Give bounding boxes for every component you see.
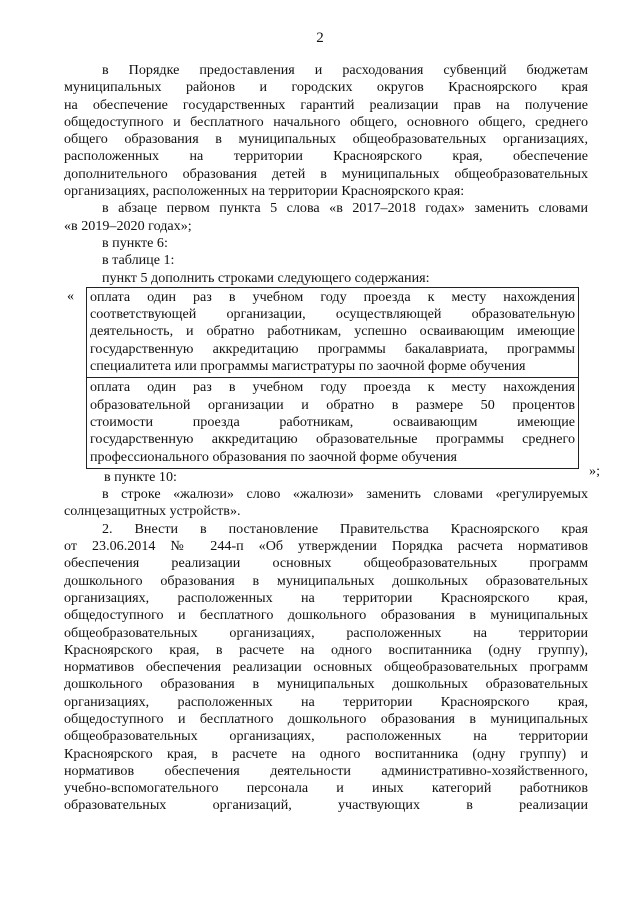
opening-quote: « bbox=[67, 287, 75, 304]
paragraph-item-2 bbox=[64, 521, 588, 815]
table-cell-line: государственную аккредитацию образовательные программы среднего bbox=[90, 431, 575, 448]
text-line: обеспечения реализации основных общеобразовательных программ bbox=[64, 555, 588, 572]
text-line: муниципальных районов и городских округов Красноярского края bbox=[64, 79, 588, 96]
document-body bbox=[64, 62, 600, 815]
punkt10-line: в пункте 10: bbox=[104, 468, 177, 485]
closing-quote: »; bbox=[589, 462, 600, 479]
text-line: общедоступного и бесплатного дошкольного образования в муниципальных bbox=[64, 607, 588, 624]
text-line: организациях, расположенных на территории Красноярского края, bbox=[64, 589, 588, 606]
text-line: общедоступного и бесплатного дошкольного образования в муниципальных bbox=[64, 710, 588, 727]
text-line: общедоступного и бесплатного начального общего, основного общего, среднего bbox=[64, 113, 588, 130]
text-line: общеобразовательных организациях, расположенных на территории bbox=[64, 728, 588, 745]
table1-line: в таблице 1: bbox=[102, 252, 175, 269]
table-cell-line: оплата один раз в учебном году проезда к месту нахождения bbox=[90, 379, 575, 396]
text-line: солнцезащитных устройств». bbox=[64, 503, 241, 520]
text-line: «в 2019–2020 годах»; bbox=[64, 217, 192, 234]
text-line: нормативов обеспечения деятельности административно-хозяйственного, bbox=[64, 762, 588, 779]
table-row bbox=[87, 288, 578, 377]
paragraph-blinds bbox=[64, 486, 588, 521]
text-line: Красноярского края, в расчете на одного воспитанника (одну группу) и bbox=[64, 745, 588, 762]
text-line: организациях, расположенных на территории Красноярского края: bbox=[64, 183, 465, 200]
text-line: общего образования в муниципальных общеобразовательных организациях, bbox=[64, 131, 588, 148]
text-line: расположенных на территории Красноярского края, обеспечение bbox=[64, 148, 588, 165]
table-cell-line: специалитета или программы магистратуры по заочной форме обучения bbox=[90, 358, 526, 375]
text-line: дошкольного образования в муниципальных дошкольных образовательных bbox=[64, 572, 588, 589]
text-line: на обеспечение государственных гарантий реализации прав на получение bbox=[64, 96, 588, 113]
table-cell-line: профессионального образования по заочной форме обучения bbox=[90, 448, 458, 465]
page-number: 2 bbox=[316, 30, 324, 46]
text-line: от 23.06.2014 № 244-п «Об утверждении Порядка расчета нормативов bbox=[64, 538, 588, 555]
text-line: нормативов обеспечения реализации основных общеобразовательных программ bbox=[64, 659, 588, 676]
text-line: учебно-вспомогательного персонала и иных категорий работников bbox=[64, 780, 588, 797]
text-line: дополнительного образования детей в муниципальных общеобразовательных bbox=[64, 165, 588, 182]
table-cell-line: оплата один раз в учебном году проезда к месту нахождения bbox=[90, 288, 575, 305]
table-cell-line: деятельность, и обратно работникам, успешно осваивающим имеющие bbox=[90, 323, 575, 340]
punkt6-line: в пункте 6: bbox=[102, 234, 168, 251]
text-line: в абзаце первом пункта 5 слова «в 2017–2018 годах» заменить словами bbox=[102, 200, 588, 217]
text-line: 2. Внести в постановление Правительства Красноярского края bbox=[102, 520, 588, 537]
table-cell-line: соответствующей организации, осуществляющей образовательную bbox=[90, 306, 575, 323]
text-line: дошкольного образования в муниципальных дошкольных образовательных bbox=[64, 676, 588, 693]
punkt5-line: пункт 5 дополнить строками следующего содержания: bbox=[102, 269, 430, 286]
text-line: Красноярского края, в расчете на одного воспитанника (одну группу), bbox=[64, 641, 588, 658]
text-line: в Порядке предоставления и расходования субвенций бюджетам bbox=[102, 62, 588, 78]
paragraph-punkt5-years bbox=[64, 200, 588, 235]
text-line: организациях, расположенных на территории Красноярского края, bbox=[64, 693, 588, 710]
text-line: общеобразовательных организациях, расположенных на территории bbox=[64, 624, 588, 641]
table-row bbox=[87, 377, 578, 467]
table-cell-line: государственную аккредитацию программы бакалавриата, программы bbox=[90, 340, 575, 357]
paragraph-procedure bbox=[64, 62, 588, 200]
table-cell-line: образовательной организации и обратно в размере 50 процентов bbox=[90, 396, 575, 413]
table-cell-line: стоимости проезда работникам, осваивающим имеющие bbox=[90, 413, 575, 430]
text-line: образовательных организаций, участвующих в реализации bbox=[64, 797, 588, 814]
text-line: в строке «жалюзи» слово «жалюзи» заменить словами «регулируемых bbox=[102, 486, 588, 503]
